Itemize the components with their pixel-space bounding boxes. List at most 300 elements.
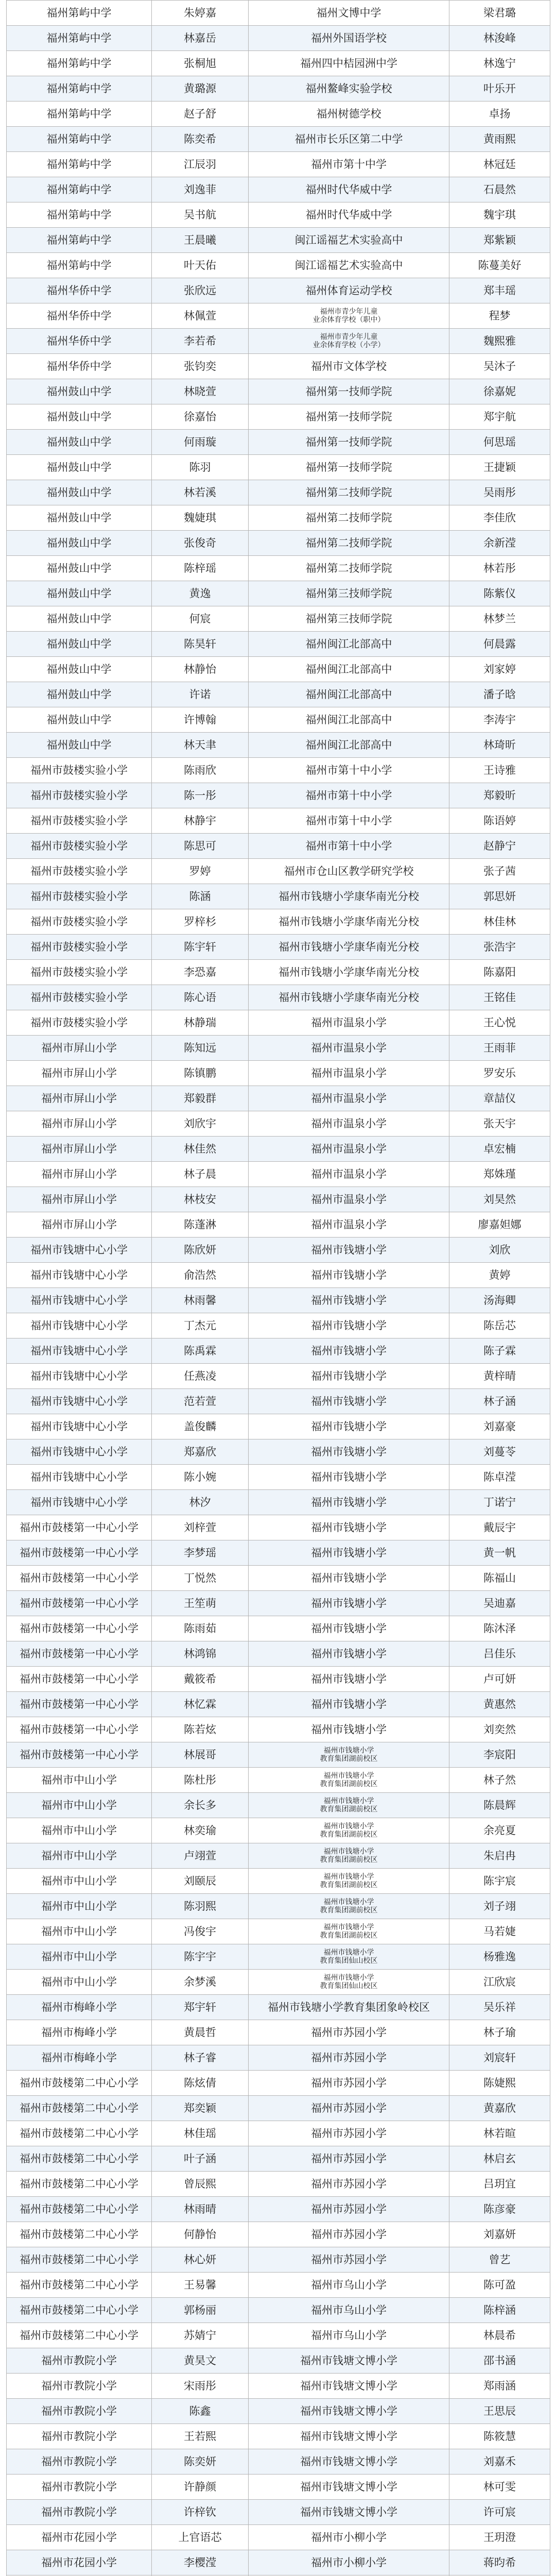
student-name-cell-right: 黄梓晴 bbox=[449, 1364, 550, 1389]
school-cell: 福州鼓山中学 bbox=[7, 505, 152, 531]
school-cell-right: 福州市温泉小学 bbox=[249, 1111, 449, 1137]
student-name-cell-right: 张天宇 bbox=[449, 1111, 550, 1137]
student-name-cell-right: 陈沐泽 bbox=[449, 1616, 550, 1641]
table-row bbox=[7, 303, 550, 329]
school-cell: 福州市鼓楼实验小学 bbox=[7, 909, 152, 935]
school-cell: 福州市屏山小学 bbox=[7, 1036, 152, 1061]
table-row bbox=[7, 2298, 550, 2323]
school-cell-right: 福州第一技师学院 bbox=[249, 430, 449, 455]
school-cell: 福州市中山小学 bbox=[7, 1970, 152, 1995]
table-row bbox=[7, 1364, 550, 1389]
student-name-cell-right: 陈梓涵 bbox=[449, 2298, 550, 2323]
table-row bbox=[7, 834, 550, 859]
school-cell: 福州市钱塘中心小学 bbox=[7, 1414, 152, 1439]
student-name-cell-right: 李涛宇 bbox=[449, 707, 550, 733]
table-row bbox=[7, 1515, 550, 1540]
school-cell: 福州市钱塘中心小学 bbox=[7, 1263, 152, 1288]
student-name-cell: 宋雨彤 bbox=[152, 2374, 249, 2399]
table-row bbox=[7, 985, 550, 1010]
school-cell-right: 闽江谣福艺术实验高中 bbox=[249, 228, 449, 253]
school-cell: 福州市鼓楼实验小学 bbox=[7, 859, 152, 884]
student-name-cell-right: 黄一帆 bbox=[449, 1540, 550, 1566]
school-cell-right: 福州市长乐区第二中学 bbox=[249, 127, 449, 152]
school-cell-right: 福州市青少年儿童 业余体育学校（职中） bbox=[249, 303, 449, 329]
school-cell: 福州市钱塘中心小学 bbox=[7, 1338, 152, 1364]
student-name-cell: 朱婷嘉 bbox=[152, 1, 249, 26]
table-row bbox=[7, 1591, 550, 1616]
table-row bbox=[7, 430, 550, 455]
school-cell-right: 福州鳌峰实验学校 bbox=[249, 76, 449, 101]
table-row bbox=[7, 1465, 550, 1490]
table-row bbox=[7, 404, 550, 430]
student-name-cell-right: 刘欣 bbox=[449, 1238, 550, 1263]
school-cell: 福州市鼓楼实验小学 bbox=[7, 935, 152, 960]
school-cell: 福州第屿中学 bbox=[7, 76, 152, 101]
school-cell-right: 福州市钱塘小学 bbox=[249, 1364, 449, 1389]
student-name-cell: 郑毅群 bbox=[152, 1086, 249, 1111]
table-row bbox=[7, 2045, 550, 2071]
school-cell: 福州市屏山小学 bbox=[7, 1086, 152, 1111]
student-name-cell: 林子睿 bbox=[152, 2045, 249, 2071]
student-name-cell: 林晓萱 bbox=[152, 379, 249, 404]
school-cell: 福州市屏山小学 bbox=[7, 1212, 152, 1238]
school-cell: 福州市鼓楼第二中心小学 bbox=[7, 2197, 152, 2222]
student-name-cell-right: 陈语婷 bbox=[449, 808, 550, 834]
student-name-cell-right: 赵静宁 bbox=[449, 834, 550, 859]
student-name-cell: 陈心语 bbox=[152, 985, 249, 1010]
student-name-cell: 林天聿 bbox=[152, 733, 249, 758]
table-row bbox=[7, 26, 550, 51]
table-row bbox=[7, 379, 550, 404]
student-name-cell-right: 黄雨熙 bbox=[449, 127, 550, 152]
student-name-cell: 叶子涵 bbox=[152, 2146, 249, 2172]
student-name-cell-right: 刘昊然 bbox=[449, 1187, 550, 1212]
school-cell: 福州第屿中学 bbox=[7, 127, 152, 152]
student-name-cell-right: 郑姝瑾 bbox=[449, 1162, 550, 1187]
table-row bbox=[7, 1238, 550, 1263]
student-name-cell-right: 吕佳乐 bbox=[449, 1641, 550, 1667]
school-cell: 福州市鼓楼第二中心小学 bbox=[7, 2273, 152, 2298]
school-cell-right: 福州市钱塘文博小学 bbox=[249, 2475, 449, 2500]
student-name-cell-right: 黄惠然 bbox=[449, 1692, 550, 1717]
table-row bbox=[7, 1, 550, 26]
student-name-cell-right: 郑宇航 bbox=[449, 404, 550, 430]
school-cell-right: 福州四中桔园洲中学 bbox=[249, 51, 449, 76]
school-cell-right: 福州市钱塘小学 bbox=[249, 1566, 449, 1591]
school-cell-right: 福州市乌山小学 bbox=[249, 2298, 449, 2323]
student-name-cell-right: 王心悦 bbox=[449, 1010, 550, 1036]
school-cell: 福州鼓山中学 bbox=[7, 707, 152, 733]
school-cell-right: 福州市苏园小学 bbox=[249, 2096, 449, 2121]
school-cell: 福州市梅峰小学 bbox=[7, 2045, 152, 2071]
table-row bbox=[7, 1566, 550, 1591]
student-name-cell: 赵子舒 bbox=[152, 101, 249, 127]
school-cell: 福州市鼓楼第二中心小学 bbox=[7, 2247, 152, 2273]
student-name-cell-right: 何晨露 bbox=[449, 632, 550, 657]
school-cell-right: 福州第二技师学院 bbox=[249, 531, 449, 556]
school-cell: 福州鼓山中学 bbox=[7, 581, 152, 606]
school-cell-right: 福州闽江北部高中 bbox=[249, 657, 449, 682]
student-name-cell: 戴筱希 bbox=[152, 1667, 249, 1692]
table-row bbox=[7, 556, 550, 581]
school-cell-right: 福州市青少年儿童 业余体育学校（小学） bbox=[249, 329, 449, 354]
table-row bbox=[7, 278, 550, 303]
school-cell-right: 福州市第十中小学 bbox=[249, 808, 449, 834]
student-name-cell-right: 黄嘉欣 bbox=[449, 2096, 550, 2121]
table-row bbox=[7, 2323, 550, 2348]
school-cell-right: 福州第一技师学院 bbox=[249, 379, 449, 404]
student-name-cell: 林奕瑜 bbox=[152, 1818, 249, 1843]
table-row bbox=[7, 1919, 550, 1944]
school-cell: 福州鼓山中学 bbox=[7, 455, 152, 480]
school-cell: 福州市鼓楼第一中心小学 bbox=[7, 1667, 152, 1692]
school-cell: 福州市鼓楼第一中心小学 bbox=[7, 1616, 152, 1641]
student-name-cell-right: 徐嘉妮 bbox=[449, 379, 550, 404]
table-row bbox=[7, 1843, 550, 1869]
student-name-cell: 林佳瑶 bbox=[152, 2121, 249, 2146]
table-row bbox=[7, 2222, 550, 2247]
student-name-cell-right: 江欣宸 bbox=[449, 1970, 550, 1995]
student-name-cell-right: 王雨菲 bbox=[449, 1036, 550, 1061]
student-name-cell: 林枝安 bbox=[152, 1187, 249, 1212]
school-cell-right: 福州树德学校 bbox=[249, 101, 449, 127]
school-cell-right: 福州闽江北部高中 bbox=[249, 632, 449, 657]
student-name-cell: 丁杰元 bbox=[152, 1313, 249, 1338]
student-name-cell: 陈羽 bbox=[152, 455, 249, 480]
student-name-cell: 刘逸菲 bbox=[152, 177, 249, 202]
school-cell: 福州鼓山中学 bbox=[7, 657, 152, 682]
school-cell: 福州市鼓楼第二中心小学 bbox=[7, 2096, 152, 2121]
school-cell: 福州市钱塘中心小学 bbox=[7, 1288, 152, 1313]
school-cell-right: 福州外国语学校 bbox=[249, 26, 449, 51]
school-cell: 福州市钱塘中心小学 bbox=[7, 1364, 152, 1389]
school-cell: 福州市教院小学 bbox=[7, 2424, 152, 2449]
table-row bbox=[7, 1970, 550, 1995]
school-cell-right: 福州市钱塘小学康华南光分校 bbox=[249, 960, 449, 985]
table-row bbox=[7, 152, 550, 177]
table-row bbox=[7, 1768, 550, 1793]
student-name-cell-right: 魏宇琪 bbox=[449, 202, 550, 228]
school-cell-right: 福州市钱塘小学 bbox=[249, 1263, 449, 1288]
school-cell-right: 福州市第十中小学 bbox=[249, 783, 449, 808]
table-row bbox=[7, 2424, 550, 2449]
school-cell-right: 福州市钱塘小学 bbox=[249, 1465, 449, 1490]
student-name-cell: 林静宇 bbox=[152, 808, 249, 834]
student-name-cell-right: 刘嘉妍 bbox=[449, 2222, 550, 2247]
school-cell-right: 福州市钱塘小学 教育集团仙山校区 bbox=[249, 1970, 449, 1995]
school-cell: 福州第屿中学 bbox=[7, 51, 152, 76]
student-name-cell-right: 王思辰 bbox=[449, 2399, 550, 2424]
student-name-cell-right: 林琦昕 bbox=[449, 733, 550, 758]
school-cell-right: 福州市钱塘文博小学 bbox=[249, 2399, 449, 2424]
table-row bbox=[7, 2525, 550, 2550]
table-row bbox=[7, 2146, 550, 2172]
school-cell-right: 福州市钱塘小学 教育集团湖前校区 bbox=[249, 1919, 449, 1944]
student-name-cell: 丁悦然 bbox=[152, 1566, 249, 1591]
school-cell-right: 福州市苏园小学 bbox=[249, 2197, 449, 2222]
school-cell: 福州市钱塘中心小学 bbox=[7, 1313, 152, 1338]
student-name-cell-right: 林浚峰 bbox=[449, 26, 550, 51]
school-cell: 福州鼓山中学 bbox=[7, 682, 152, 707]
student-name-cell: 王晨曦 bbox=[152, 228, 249, 253]
school-cell-right: 福州第三技师学院 bbox=[249, 581, 449, 606]
student-name-cell: 陈宇宇 bbox=[152, 1944, 249, 1970]
student-name-cell: 许博翰 bbox=[152, 707, 249, 733]
school-cell: 福州市教院小学 bbox=[7, 2449, 152, 2475]
school-cell-right: 福州第二技师学院 bbox=[249, 505, 449, 531]
student-name-cell: 陈思可 bbox=[152, 834, 249, 859]
student-name-cell: 何雨璇 bbox=[152, 430, 249, 455]
school-cell: 福州市屏山小学 bbox=[7, 1111, 152, 1137]
table-row bbox=[7, 202, 550, 228]
school-cell-right: 福州文博中学 bbox=[249, 1, 449, 26]
table-row bbox=[7, 1894, 550, 1919]
student-name-cell-right: 吕玥宜 bbox=[449, 2172, 550, 2197]
school-cell-right: 福州市钱塘文博小学 bbox=[249, 2424, 449, 2449]
school-cell-right: 福州市温泉小学 bbox=[249, 1137, 449, 1162]
school-cell-right: 福州市仓山区教学研究学校 bbox=[249, 859, 449, 884]
table-row bbox=[7, 1818, 550, 1843]
student-name-cell-right: 陈晨辉 bbox=[449, 1793, 550, 1818]
school-cell: 福州鼓山中学 bbox=[7, 733, 152, 758]
table-row bbox=[7, 1137, 550, 1162]
student-name-cell: 许梓钦 bbox=[152, 2500, 249, 2525]
table-row bbox=[7, 1692, 550, 1717]
school-cell-right: 福州闽江北部高中 bbox=[249, 733, 449, 758]
school-cell-right: 福州第二技师学院 bbox=[249, 480, 449, 505]
student-name-cell-right: 刘宸轩 bbox=[449, 2045, 550, 2071]
table-row bbox=[7, 783, 550, 808]
school-cell-right: 福州市钱塘小学 bbox=[249, 1616, 449, 1641]
student-name-cell-right: 余新滢 bbox=[449, 531, 550, 556]
table-row bbox=[7, 1288, 550, 1313]
table-row bbox=[7, 758, 550, 783]
student-name-cell: 陈羽熙 bbox=[152, 1894, 249, 1919]
student-name-cell: 李恐嘉 bbox=[152, 960, 249, 985]
school-cell-right: 福州市苏园小学 bbox=[249, 2045, 449, 2071]
table-row bbox=[7, 1086, 550, 1111]
table-row bbox=[7, 1389, 550, 1414]
school-cell: 福州市鼓楼第一中心小学 bbox=[7, 1641, 152, 1667]
school-cell: 福州华侨中学 bbox=[7, 278, 152, 303]
student-name-cell-right: 陈宇宸 bbox=[449, 1869, 550, 1894]
school-cell: 福州市鼓楼实验小学 bbox=[7, 834, 152, 859]
table-row bbox=[7, 1338, 550, 1364]
student-name-cell-right: 林晨希 bbox=[449, 2323, 550, 2348]
student-name-cell: 陈知远 bbox=[152, 1036, 249, 1061]
student-name-cell-right: 吴迪嘉 bbox=[449, 1591, 550, 1616]
student-name-cell-right: 潘子晗 bbox=[449, 682, 550, 707]
student-name-cell: 何静怡 bbox=[152, 2222, 249, 2247]
student-name-cell: 张欣远 bbox=[152, 278, 249, 303]
student-name-cell-right: 郑雨涵 bbox=[449, 2374, 550, 2399]
student-name-cell: 陈奕希 bbox=[152, 127, 249, 152]
student-name-cell: 陈炫倩 bbox=[152, 2071, 249, 2096]
school-cell-right: 福州市第十中小学 bbox=[249, 758, 449, 783]
table-row bbox=[7, 531, 550, 556]
student-name-cell-right: 何思瑶 bbox=[449, 430, 550, 455]
school-cell-right: 福州市钱塘小学 bbox=[249, 1490, 449, 1515]
student-name-cell-right: 刘嘉豪 bbox=[449, 1414, 550, 1439]
student-name-cell: 林雨馨 bbox=[152, 1288, 249, 1313]
student-name-cell-right: 吴乐祥 bbox=[449, 1995, 550, 2020]
student-name-cell-right: 戴辰宇 bbox=[449, 1515, 550, 1540]
student-name-cell: 吴书航 bbox=[152, 202, 249, 228]
table-row bbox=[7, 935, 550, 960]
student-name-cell: 林静怡 bbox=[152, 657, 249, 682]
student-name-cell: 许静颜 bbox=[152, 2475, 249, 2500]
table-row bbox=[7, 632, 550, 657]
school-cell-right: 福州市苏园小学 bbox=[249, 2222, 449, 2247]
student-name-cell: 黄晨哲 bbox=[152, 2020, 249, 2045]
table-row bbox=[7, 2449, 550, 2475]
school-cell: 福州市鼓楼第一中心小学 bbox=[7, 1515, 152, 1540]
student-name-cell-right: 丁诺宁 bbox=[449, 1490, 550, 1515]
student-name-cell: 陈宇轩 bbox=[152, 935, 249, 960]
student-name-cell-right: 张子茜 bbox=[449, 859, 550, 884]
school-cell-right: 福州市钱塘小学 bbox=[249, 1313, 449, 1338]
school-cell-right: 福州时代华威中学 bbox=[249, 177, 449, 202]
school-cell-right: 福州闽江北部高中 bbox=[249, 707, 449, 733]
student-name-cell: 俞浩然 bbox=[152, 1263, 249, 1288]
table-row bbox=[7, 2399, 550, 2424]
student-name-cell: 陈鑫 bbox=[152, 2399, 249, 2424]
table-row bbox=[7, 354, 550, 379]
school-cell-right: 福州市苏园小学 bbox=[249, 2146, 449, 2172]
table-row bbox=[7, 2348, 550, 2374]
school-cell: 福州市屏山小学 bbox=[7, 1187, 152, 1212]
student-name-cell-right: 蒋昀希 bbox=[449, 2550, 550, 2575]
table-row bbox=[7, 1111, 550, 1137]
school-cell-right: 福州市苏园小学 bbox=[249, 2172, 449, 2197]
school-cell: 福州市教院小学 bbox=[7, 2374, 152, 2399]
student-name-cell: 黄昊文 bbox=[152, 2348, 249, 2374]
table-row bbox=[7, 76, 550, 101]
student-name-cell-right: 张浩宇 bbox=[449, 935, 550, 960]
school-cell: 福州第屿中学 bbox=[7, 101, 152, 127]
school-cell: 福州市教院小学 bbox=[7, 2500, 152, 2525]
student-name-cell-right: 林子然 bbox=[449, 1768, 550, 1793]
student-name-cell: 徐嘉怡 bbox=[152, 404, 249, 430]
school-cell-right: 福州市钱塘小学 教育集团湖前校区 bbox=[249, 1869, 449, 1894]
table-row bbox=[7, 228, 550, 253]
student-name-cell-right: 林启玄 bbox=[449, 2146, 550, 2172]
school-cell: 福州市中山小学 bbox=[7, 1818, 152, 1843]
school-cell-right: 福州市钱塘小学 教育集团湖前校区 bbox=[249, 1793, 449, 1818]
student-name-cell-right: 林子涵 bbox=[449, 1389, 550, 1414]
school-cell: 福州市鼓楼第一中心小学 bbox=[7, 1540, 152, 1566]
student-name-cell-right: 陈福山 bbox=[449, 1566, 550, 1591]
student-name-cell-right: 章喆仪 bbox=[449, 1086, 550, 1111]
student-name-cell: 林汐 bbox=[152, 1490, 249, 1515]
student-name-cell-right: 郑丰瑶 bbox=[449, 278, 550, 303]
school-cell: 福州市钱塘中心小学 bbox=[7, 1389, 152, 1414]
table-row bbox=[7, 177, 550, 202]
school-cell-right: 福州市苏园小学 bbox=[249, 2071, 449, 2096]
table-row bbox=[7, 2121, 550, 2146]
student-name-cell-right: 李佳欣 bbox=[449, 505, 550, 531]
table-row bbox=[7, 1540, 550, 1566]
student-name-cell-right: 林若暄 bbox=[449, 2121, 550, 2146]
table-row bbox=[7, 101, 550, 127]
table-row bbox=[7, 51, 550, 76]
student-name-cell: 李若希 bbox=[152, 329, 249, 354]
student-name-cell-right: 汤海卿 bbox=[449, 1288, 550, 1313]
student-name-cell: 林佳然 bbox=[152, 1137, 249, 1162]
school-cell: 福州市中山小学 bbox=[7, 1894, 152, 1919]
school-cell: 福州鼓山中学 bbox=[7, 632, 152, 657]
school-cell-right: 福州市钱塘小学 教育集团湖前校区 bbox=[249, 1768, 449, 1793]
school-cell-right: 福州市钱塘小学康华南光分校 bbox=[249, 985, 449, 1010]
school-cell: 福州市教院小学 bbox=[7, 2475, 152, 2500]
student-name-cell: 林展哥 bbox=[152, 1742, 249, 1768]
school-cell-right: 福州第一技师学院 bbox=[249, 404, 449, 430]
student-name-cell: 陈若炫 bbox=[152, 1717, 249, 1742]
student-name-cell: 郑奕颖 bbox=[152, 2096, 249, 2121]
student-name-cell-right: 陈可盈 bbox=[449, 2273, 550, 2298]
student-name-cell-right: 刘嘉禾 bbox=[449, 2449, 550, 2475]
student-name-cell: 林子晨 bbox=[152, 1162, 249, 1187]
table-row bbox=[7, 2247, 550, 2273]
school-cell-right: 福州市第十中小学 bbox=[249, 834, 449, 859]
student-name-cell: 郭杨丽 bbox=[152, 2298, 249, 2323]
student-name-cell-right: 杨雅逸 bbox=[449, 1944, 550, 1970]
student-name-cell-right: 郑紫颖 bbox=[449, 228, 550, 253]
school-cell: 福州市鼓楼第二中心小学 bbox=[7, 2323, 152, 2348]
school-cell-right: 福州市第十中学 bbox=[249, 152, 449, 177]
student-name-cell: 叶天佑 bbox=[152, 253, 249, 278]
school-cell: 福州市花园小学 bbox=[7, 2525, 152, 2550]
school-cell-right: 福州市苏园小学 bbox=[249, 2247, 449, 2273]
table-row bbox=[7, 1036, 550, 1061]
school-cell-right: 福州市钱塘文博小学 bbox=[249, 2348, 449, 2374]
school-cell-right: 福州市乌山小学 bbox=[249, 2323, 449, 2348]
school-cell-right: 福州时代华威中学 bbox=[249, 202, 449, 228]
table-row bbox=[7, 455, 550, 480]
school-cell: 福州市鼓楼第一中心小学 bbox=[7, 1591, 152, 1616]
school-cell-right: 福州市温泉小学 bbox=[249, 1036, 449, 1061]
student-name-cell-right: 卓扬 bbox=[449, 101, 550, 127]
table-body bbox=[7, 1, 550, 2576]
student-name-cell-right: 刘奕然 bbox=[449, 1717, 550, 1742]
student-name-cell: 卢翊萱 bbox=[152, 1843, 249, 1869]
school-cell-right: 福州市钱塘小学 bbox=[249, 1591, 449, 1616]
student-name-cell-right: 刘家婷 bbox=[449, 657, 550, 682]
student-name-cell: 陈欣妍 bbox=[152, 1238, 249, 1263]
school-cell: 福州鼓山中学 bbox=[7, 379, 152, 404]
student-name-cell-right: 卓宏楠 bbox=[449, 1137, 550, 1162]
student-name-cell: 李梦瑶 bbox=[152, 1540, 249, 1566]
table-row bbox=[7, 2020, 550, 2045]
student-name-cell-right: 林逸宁 bbox=[449, 51, 550, 76]
school-cell: 福州市教院小学 bbox=[7, 2348, 152, 2374]
school-cell: 福州第屿中学 bbox=[7, 228, 152, 253]
school-cell-right: 福州市温泉小学 bbox=[249, 1061, 449, 1086]
table-row bbox=[7, 1616, 550, 1641]
student-name-cell-right: 邵书涵 bbox=[449, 2348, 550, 2374]
school-cell-right: 福州市钱塘小学 bbox=[249, 1389, 449, 1414]
student-name-cell-right: 陈子霖 bbox=[449, 1338, 550, 1364]
school-cell-right: 福州市钱塘小学 bbox=[249, 1238, 449, 1263]
school-cell-right: 福州市钱塘小学 教育集团湖前校区 bbox=[249, 1742, 449, 1768]
student-name-cell: 上官语芯 bbox=[152, 2525, 249, 2550]
student-name-cell-right: 林可雯 bbox=[449, 2475, 550, 2500]
student-name-cell-right: 程梦 bbox=[449, 303, 550, 329]
school-cell-right: 福州市文体学校 bbox=[249, 354, 449, 379]
school-cell-right: 福州市钱塘小学 bbox=[249, 1515, 449, 1540]
school-cell: 福州市鼓楼第一中心小学 bbox=[7, 1566, 152, 1591]
school-cell: 福州市鼓楼第一中心小学 bbox=[7, 1742, 152, 1768]
